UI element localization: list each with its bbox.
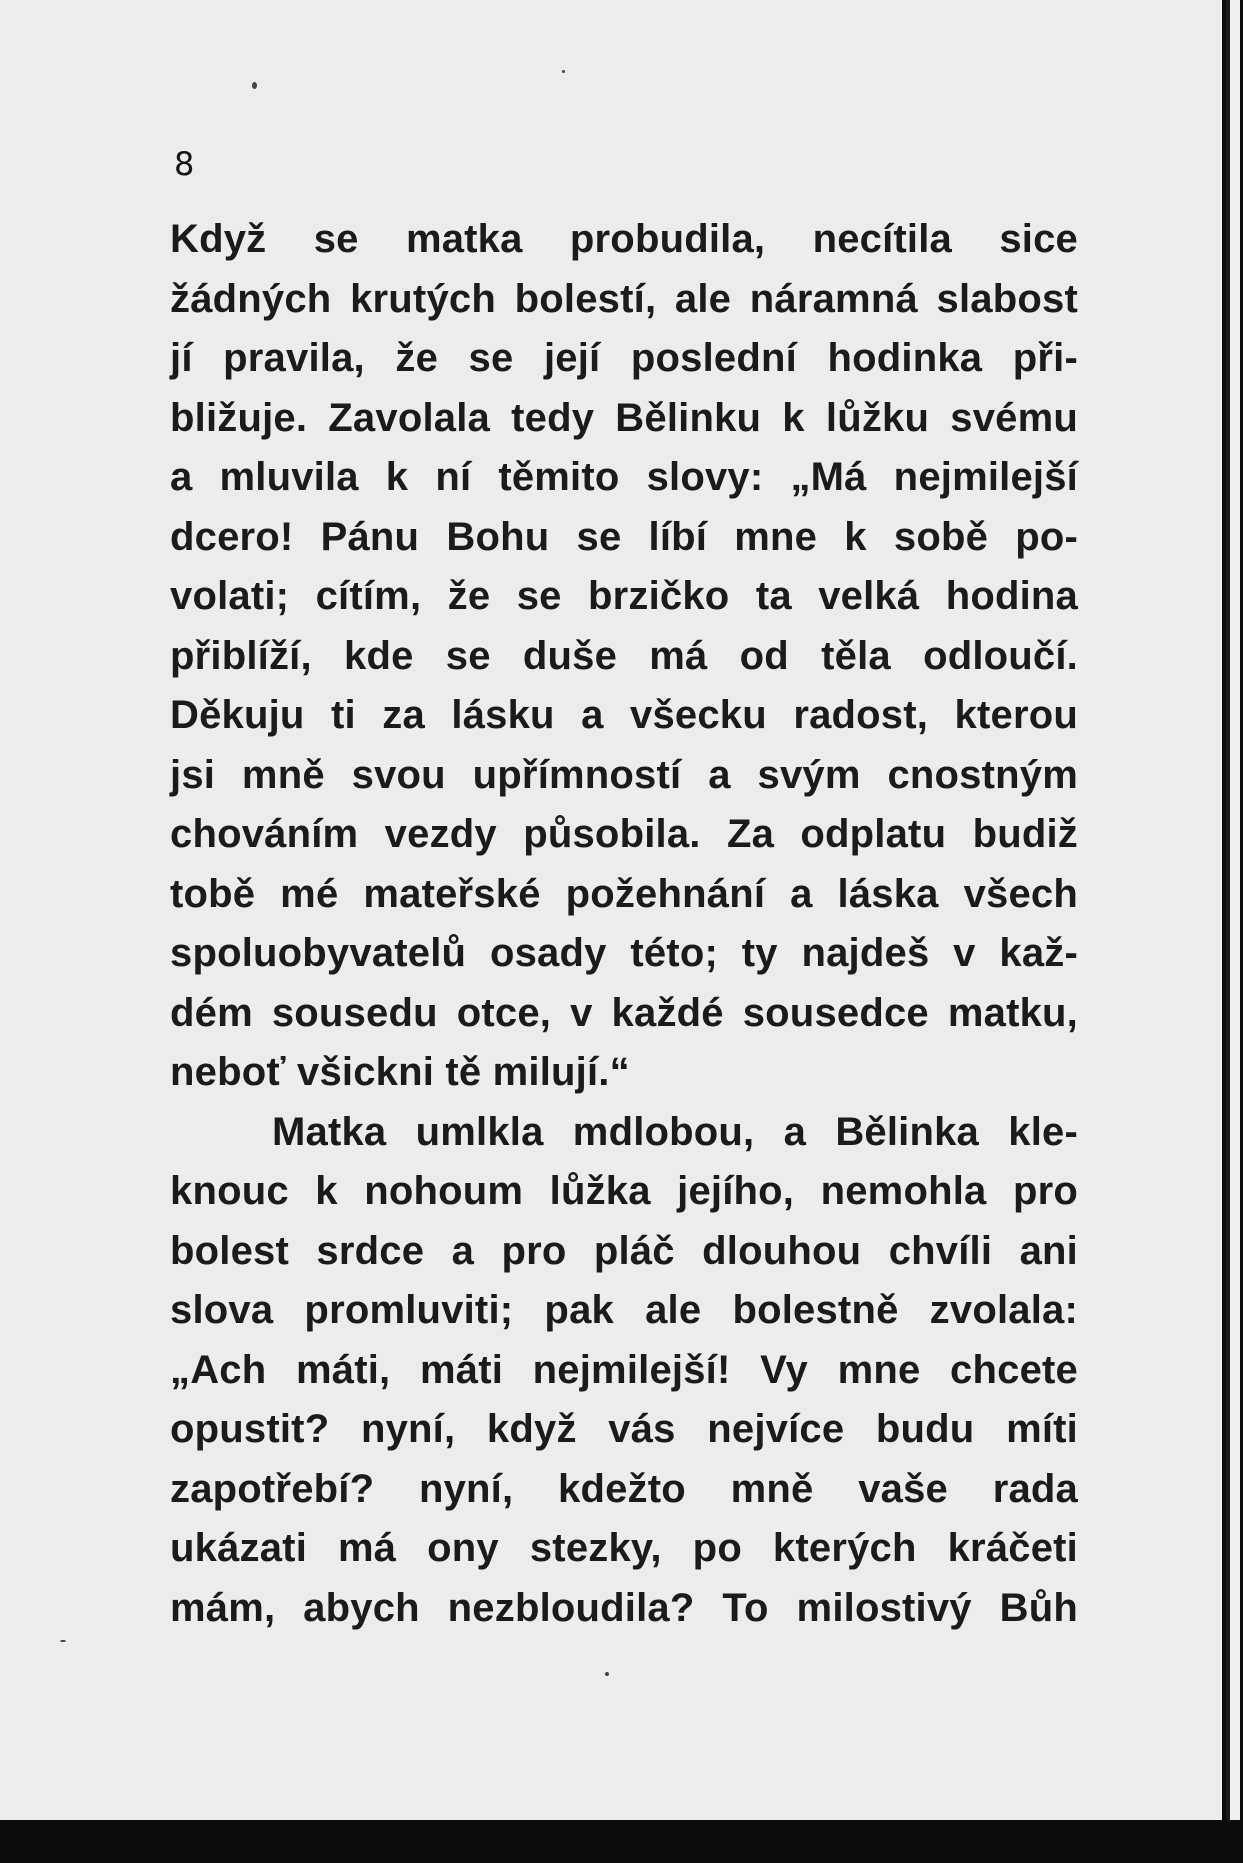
body-text: [170, 210, 1078, 1638]
paper-speck: [60, 1640, 66, 1642]
text-line: bližuje. Zavolala tedy Bělinku k lůžku svému: [170, 395, 1078, 440]
text-line: tobě mé mateřské požehnání a láska všech: [170, 871, 1078, 916]
text-line: dém sousedu otce, v každé sousedce matku,: [170, 990, 1078, 1035]
text-line: knouc k nohoum lůžka jejího, nemohla pro: [170, 1169, 1078, 1213]
text-line: jsi mně svou upřímností a svým cnostným: [170, 752, 1078, 797]
text-line: „Ach máti, máti nejmilejší! Vy mne chcete: [170, 1347, 1078, 1392]
next-page-edge: [1226, 0, 1240, 1863]
text-line: neboť všickni tě milují.“: [170, 1050, 630, 1094]
text-line: zapotřebí? nyní, kdežto mně vaše rada: [170, 1466, 1078, 1511]
text-line: žádných krutých bolestí, ale náramná slabost: [170, 276, 1078, 321]
text-line: chováním vezdy působila. Za odplatu budiž: [170, 812, 1078, 856]
text-line: bolest srdce a pro pláč dlouhou chvíli ani: [170, 1228, 1078, 1273]
text-line: přiblíží, kde se duše má od těla odloučí.: [170, 633, 1078, 678]
text-line: opustit? nyní, když vás nejvíce budu míti: [170, 1407, 1078, 1451]
text-line: dcero! Pánu Bohu se líbí mne k sobě po-: [170, 514, 1078, 559]
text-line: Matka umlkla mdlobou, a Bělinka kle-: [272, 1109, 1078, 1154]
text-line: a mluvila k ní těmito slovy: „Má nejmilejší: [170, 455, 1078, 499]
paper-speck: [562, 70, 565, 73]
text-line: slova promluviti; pak ale bolestně zvolala:: [170, 1288, 1078, 1332]
paper-speck: [605, 1672, 609, 1676]
bottom-shadow: [0, 1820, 1243, 1863]
text-line: ukázati má ony stezky, po kterých kráčeti: [170, 1526, 1078, 1570]
page-number: 8: [174, 145, 195, 183]
text-line: jí pravila, že se její poslední hodinka při-: [170, 336, 1078, 380]
text-line: Děkuju ti za lásku a všecku radost, kterou: [170, 693, 1078, 737]
page-edge-shadow: [1222, 0, 1243, 1863]
text-line: Když se matka probudila, necítila sice: [170, 217, 1078, 261]
text-line: mám, abych nezbloudila? To milostivý Bůh: [170, 1585, 1078, 1630]
text-line: spoluobyvatelů osady této; ty najdeš v kaž-: [170, 931, 1078, 975]
paper-speck: [252, 82, 257, 89]
text-line: volati; cítím, že se brzičko ta velká hodina: [170, 574, 1078, 618]
